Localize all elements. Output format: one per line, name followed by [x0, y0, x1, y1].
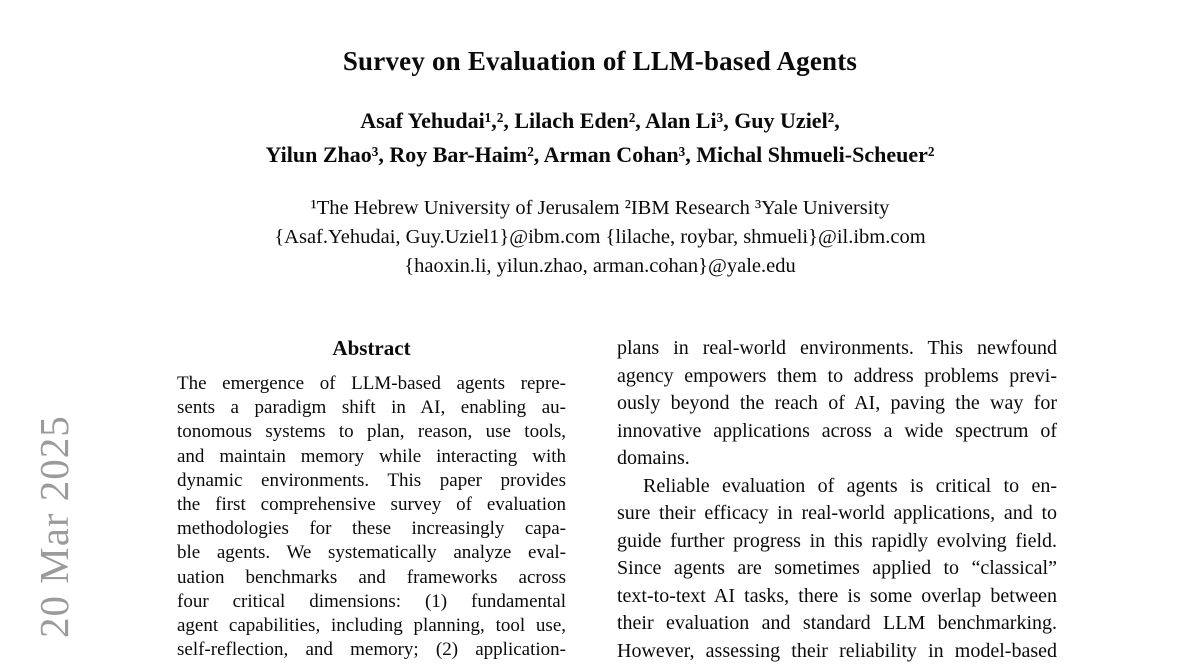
abstract-line-clipped: self-reflection, and memory; (2) application-	[177, 638, 566, 662]
body-line: domains.	[617, 445, 1057, 473]
affiliations-line: ¹The Hebrew University of Jerusalem ²IBM Research ³Yale University	[0, 194, 1200, 223]
abstract-line: sents a paradigm shift in AI, enabling au-	[177, 396, 566, 420]
body-line: Since agents are sometimes applied to “classical”	[617, 555, 1057, 583]
abstract-line: the first comprehensive survey of evaluation	[177, 493, 566, 517]
author-list	[0, 104, 1200, 172]
abstract-line: four critical dimensions: (1) fundamental	[177, 590, 566, 614]
abstract-line: The emergence of LLM-based agents repre-	[177, 372, 566, 396]
abstract-line: agent capabilities, including planning, tool use,	[177, 614, 566, 638]
abstract-body	[177, 372, 566, 662]
emails-line-1: {Asaf.Yehudai, Guy.Uziel1}@ibm.com {lilache, roybar, shmueli}@il.ibm.com	[0, 223, 1200, 252]
body-line: guide further progress in this rapidly evolving field.	[617, 528, 1057, 556]
body-line: sure their efficacy in real-world applications, and to	[617, 500, 1057, 528]
abstract-line: ble agents. We systematically analyze eval-	[177, 541, 566, 565]
abstract-line: dynamic environments. This paper provides	[177, 469, 566, 493]
body-line-clipped: However, assessing their reliability in model-based	[617, 638, 1057, 665]
authors-line-1: Asaf Yehudai¹,², Lilach Eden², Alan Li³, Guy Uziel²,	[0, 104, 1200, 138]
abstract-line: tonomous systems to plan, reason, use tools,	[177, 420, 566, 444]
arxiv-date-watermark: 20 Mar 2025	[30, 415, 78, 638]
emails-line-2: {haoxin.li, yilun.zhao, arman.cohan}@yale.edu	[0, 252, 1200, 281]
body-line: innovative applications across a wide spectrum of	[617, 418, 1057, 446]
body-line: plans in real-world environments. This newfound	[617, 335, 1057, 363]
body-line: ously beyond the reach of AI, paving the way for	[617, 390, 1057, 418]
abstract-line: methodologies for these increasingly capa-	[177, 517, 566, 541]
body-line: agency empowers them to address problems previ-	[617, 363, 1057, 391]
affiliations-block	[0, 194, 1200, 281]
authors-line-2: Yilun Zhao³, Roy Bar-Haim², Arman Cohan³, Michal Shmueli-Scheuer²	[0, 138, 1200, 172]
introduction-column	[617, 335, 1057, 665]
page-title: Survey on Evaluation of LLM-based Agents	[0, 46, 1200, 77]
body-line: text-to-text AI tasks, there is some overlap between	[617, 583, 1057, 611]
abstract-line: and maintain memory while interacting with	[177, 445, 566, 469]
abstract-line: uation benchmarks and frameworks across	[177, 566, 566, 590]
body-line: Reliable evaluation of agents is critical to en-	[617, 473, 1057, 501]
abstract-heading: Abstract	[177, 336, 566, 361]
body-line: their evaluation and standard LLM benchmarking.	[617, 610, 1057, 638]
